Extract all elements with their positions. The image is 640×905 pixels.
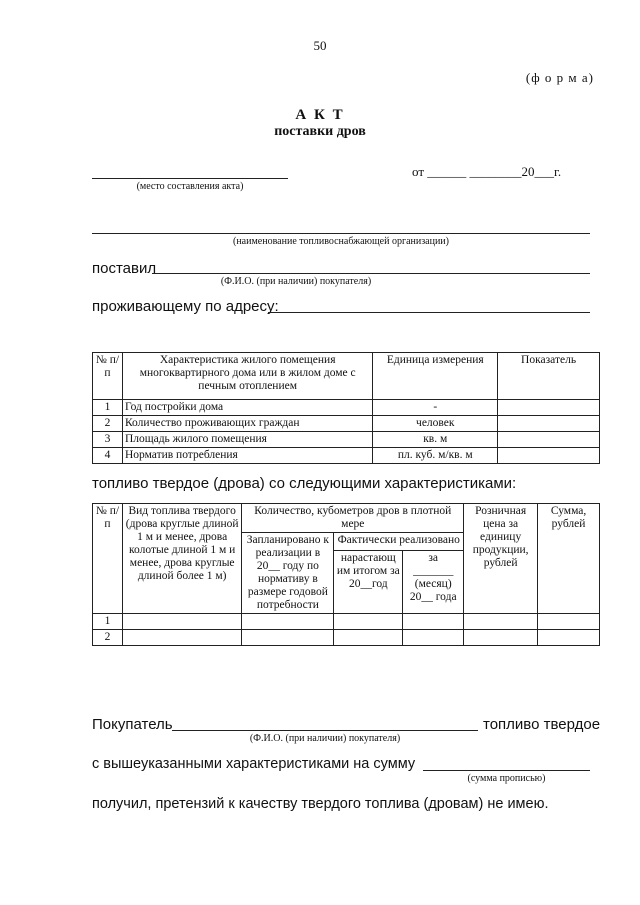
header-planned: Запланировано к реализации в 20__ году по нормативу в размере годовой потребности (242, 533, 334, 614)
date-line[interactable]: от ______ ________20___г. (412, 164, 562, 179)
act-title: А К Т (295, 107, 345, 123)
row-cell[interactable] (538, 630, 600, 646)
place-line[interactable] (92, 178, 288, 179)
row-label: Год постройки дома (122, 400, 372, 416)
header-num: № п/п (93, 353, 123, 400)
header-characteristic: Характеристика жилого помещения многоквартирного дома или в жилом доме с печным отоплением (122, 353, 372, 400)
supplier-line[interactable] (92, 233, 590, 234)
final-text: получил, претензий к качеству твердого топлива (дровам) не имею. (92, 796, 549, 812)
row-num: 1 (93, 400, 123, 416)
place-caption: (место составления акта) (136, 181, 244, 192)
supplier-caption: (наименование топливоснабжающей организации) (233, 236, 449, 247)
table-row (93, 432, 600, 448)
row-value[interactable] (498, 416, 600, 432)
row-cell[interactable] (403, 630, 464, 646)
row-cell[interactable] (334, 630, 403, 646)
page-number: 50 (313, 38, 327, 53)
row-unit: - (373, 400, 498, 416)
row-cell[interactable] (122, 630, 242, 646)
row-cell[interactable] (122, 614, 242, 630)
header-month (403, 551, 464, 614)
row-num: 2 (93, 630, 123, 646)
table-row (93, 614, 600, 630)
header-price: Розничная цена за единицу продукции, рублей (464, 504, 538, 614)
header-indicator: Показатель (498, 353, 600, 400)
row-label: Норматив потребления (122, 448, 372, 464)
row-cell[interactable] (464, 630, 538, 646)
header-month-top: за (428, 552, 439, 565)
row-value[interactable] (498, 432, 600, 448)
row-cell[interactable] (538, 614, 600, 630)
amount-caption: (сумма прописью) (467, 773, 546, 784)
row-label: Количество проживающих граждан (122, 416, 372, 432)
header-cumulative: нарастающ им итогом за 20__год (334, 551, 403, 614)
form-label: (ф о р м а) (525, 70, 594, 85)
row-value[interactable] (498, 448, 600, 464)
row-unit: пл. куб. м/кв. м (373, 448, 498, 464)
table-header-row (93, 353, 600, 400)
amount-line[interactable] (423, 770, 590, 771)
buyer-tail: топливо твердое (483, 716, 601, 733)
row-cell[interactable] (464, 614, 538, 630)
address-label: проживающему по адресу: (92, 298, 279, 315)
address-line[interactable] (268, 312, 590, 313)
row-cell[interactable] (242, 614, 334, 630)
table-row (93, 630, 600, 646)
header-fuel-type: Вид топлива твердого (дрова круглые длиной 1 м и менее, дрова колотые длиной 1 м и менее, дрова круглые длиной более 1 м) (122, 504, 242, 614)
fuel-label: топливо твердое (дрова) со следующими характеристиками: (92, 475, 517, 492)
row-num: 3 (93, 432, 123, 448)
row-cell[interactable] (242, 630, 334, 646)
row-unit: кв. м (373, 432, 498, 448)
row-value[interactable] (498, 400, 600, 416)
row-num: 4 (93, 448, 123, 464)
table-header-row (93, 504, 600, 533)
buyer-caption: (Ф.И.О. (при наличии) покупателя) (220, 276, 372, 287)
header-sum: Сумма, рублей (538, 504, 600, 614)
buyer-name-line[interactable] (172, 730, 478, 731)
housing-table (92, 352, 600, 464)
header-actual: Фактически реализовано (334, 533, 464, 551)
table-row (93, 448, 600, 464)
header-unit: Единица измерения (373, 353, 498, 400)
table-row (93, 416, 600, 432)
act-subtitle: поставки дров (274, 124, 366, 139)
row-num: 2 (93, 416, 123, 432)
amount-text: с вышеуказанными характеристиками на сумму (92, 756, 416, 772)
fuel-table (92, 503, 600, 646)
delivered-label: поставил (92, 260, 157, 277)
row-unit: человек (373, 416, 498, 432)
row-cell[interactable] (403, 614, 464, 630)
header-month-bottom: (месяц) 20__ года (409, 578, 457, 604)
buyer-caption-2: (Ф.И.О. (при наличии) покупателя) (249, 733, 401, 744)
buyer-label: Покупатель (92, 716, 173, 733)
buyer-line[interactable] (152, 273, 590, 274)
row-label: Площадь жилого помещения (122, 432, 372, 448)
row-num: 1 (93, 614, 123, 630)
table-row (93, 400, 600, 416)
header-quantity: Количество, кубометров дров в плотной мере (242, 504, 464, 533)
header-num: № п/п (93, 504, 123, 614)
header-month-blank: _______ (413, 565, 454, 578)
row-cell[interactable] (334, 614, 403, 630)
